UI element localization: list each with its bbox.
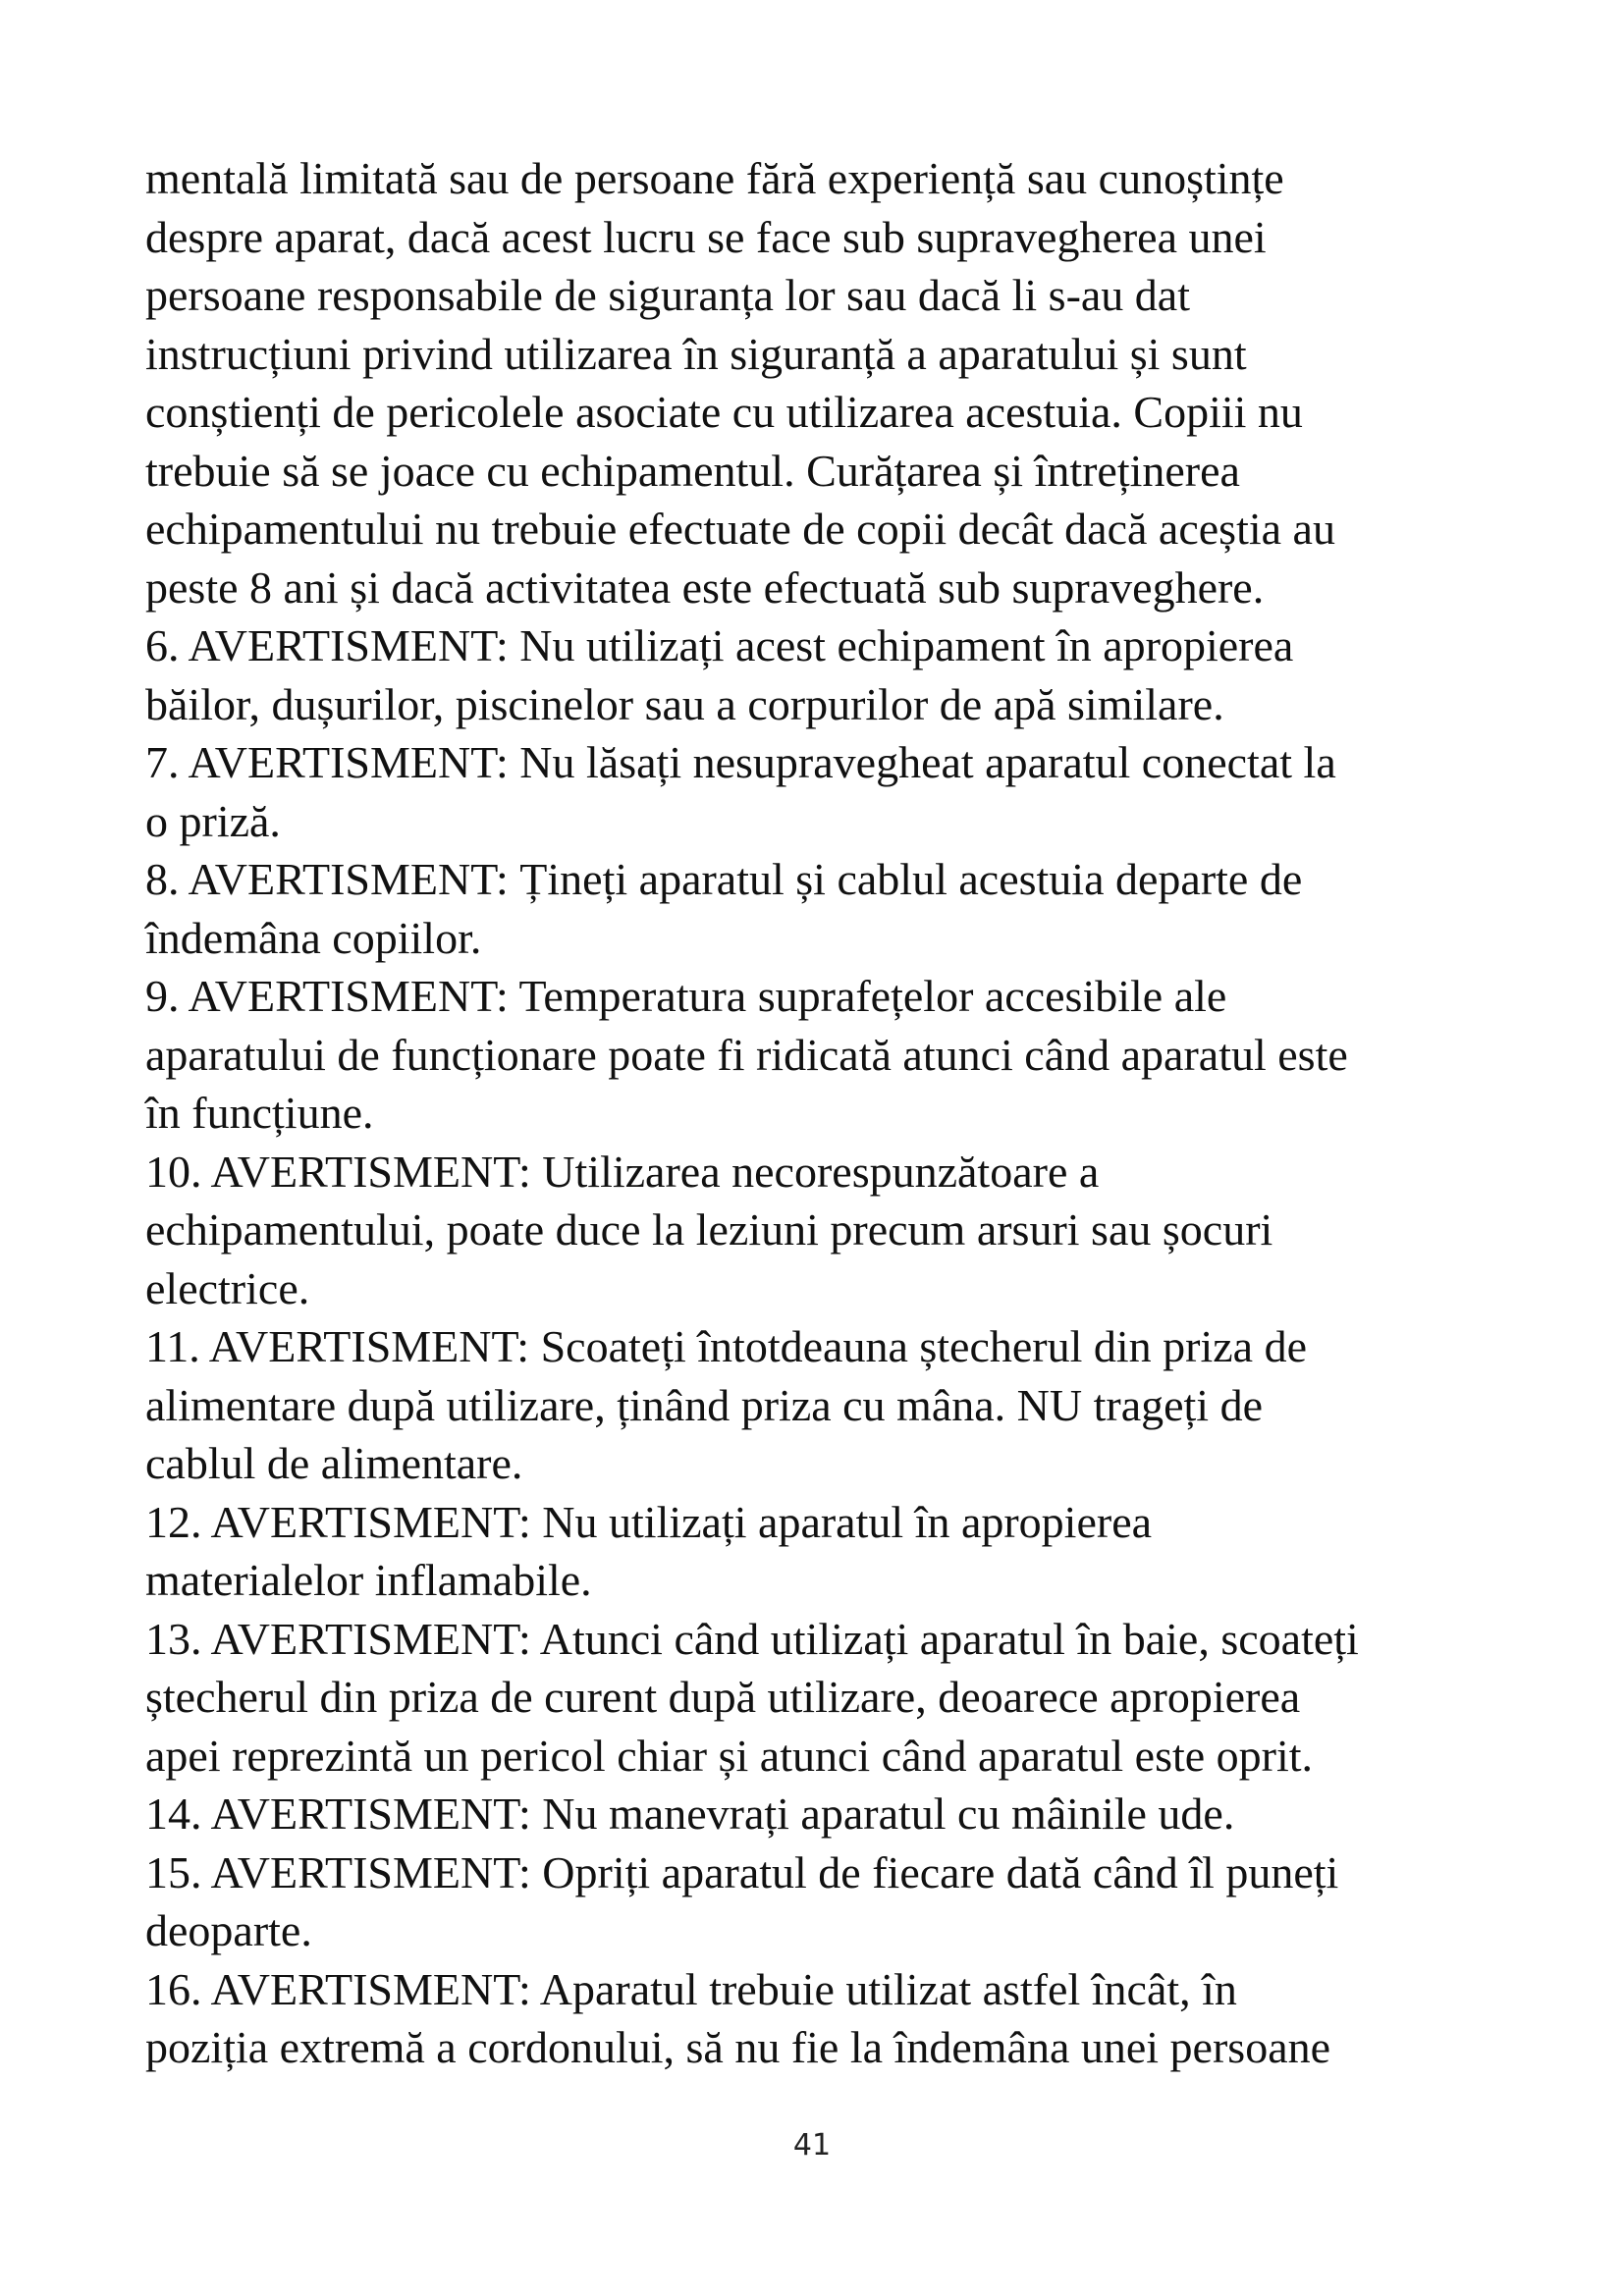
text-line: alimentare după utilizare, ținând priza cu mâna. NU trageți de xyxy=(145,1379,1264,1430)
warning-12-line: 12. AVERTISMENT: Nu utilizați aparatul în apropierea xyxy=(145,1496,1153,1547)
text-line: echipamentului nu trebuie efectuate de copii decât dacă aceștia au xyxy=(145,504,1335,554)
text-line: despre aparat, dacă acest lucru se face sub supravegherea unei xyxy=(145,211,1267,262)
warning-14-line: 14. AVERTISMENT: Nu manevrați aparatul cu mâinile ude. xyxy=(145,1789,1235,1839)
warning-16-line: 16. AVERTISMENT: Aparatul trebuie utilizat astfel încât, în xyxy=(145,1963,1237,2014)
text-line: echipamentului, poate duce la leziuni precum arsuri sau șocuri xyxy=(145,1204,1273,1255)
text-line: poziția extremă a cordonului, să nu fie la îndemâna unei persoane xyxy=(145,2022,1331,2072)
text-line: ștecherul din priza de curent după utilizare, deoarece apropierea xyxy=(145,1672,1301,1722)
warning-15-line: 15. AVERTISMENT: Opriți aparatul de fiecare dată când îl puneți xyxy=(145,1846,1339,1897)
warning-9-line: 9. AVERTISMENT: Temperatura suprafețelor accesibile ale xyxy=(145,971,1227,1021)
warning-11-line: 11. AVERTISMENT: Scoateți întotdeauna ștecherul din priza de xyxy=(145,1321,1308,1371)
text-line: electrice. xyxy=(145,1262,310,1313)
text-line: instrucțiuni privind utilizarea în siguranță a aparatului și sunt xyxy=(145,328,1247,379)
text-line: deoparte. xyxy=(145,1905,312,1955)
text-line: mentală limitată sau de persoane fără experiență sau cunoștințe xyxy=(145,153,1284,203)
warning-6-line: 6. AVERTISMENT: Nu utilizați acest echipament în apropierea xyxy=(145,620,1294,670)
text-line: persoane responsabile de siguranța lor sau dacă li s-au dat xyxy=(145,270,1190,320)
text-line: peste 8 ani și dacă activitatea este efectuată sub supraveghere. xyxy=(145,561,1265,613)
text-line: apei reprezintă un pericol chiar și atunci când aparatul este oprit. xyxy=(145,1730,1314,1781)
text-line: băilor, dușurilor, piscinelor sau a corpurilor de apă similare. xyxy=(145,678,1224,729)
text-line: conștienți de pericolele asociate cu utilizarea acestuia. Copiii nu xyxy=(145,387,1303,437)
text-line: îndemâna copiilor. xyxy=(145,912,482,963)
warning-10-line: 10. AVERTISMENT: Utilizarea necorespunzătoare a xyxy=(145,1146,1100,1197)
text-line: materialelor inflamabile. xyxy=(145,1555,592,1605)
document-body xyxy=(145,149,1559,2077)
text-line: o priză. xyxy=(145,795,281,846)
warning-8-line: 8. AVERTISMENT: Țineți aparatul și cablul acestuia departe de xyxy=(145,854,1303,904)
page-number: 41 xyxy=(792,2128,832,2163)
warning-7-line: 7. AVERTISMENT: Nu lăsați nesupravegheat aparatul conectat la xyxy=(145,737,1336,787)
text-line: trebuie să se joace cu echipamentul. Curățarea și întreținerea xyxy=(145,445,1240,496)
text-line: în funcțiune. xyxy=(145,1088,374,1138)
warning-13-line: 13. AVERTISMENT: Atunci când utilizați aparatul în baie, scoateți xyxy=(145,1613,1359,1664)
text-line: cablul de alimentare. xyxy=(145,1438,523,1488)
text-line: aparatului de funcționare poate fi ridicată atunci când aparatul este xyxy=(145,1029,1348,1080)
